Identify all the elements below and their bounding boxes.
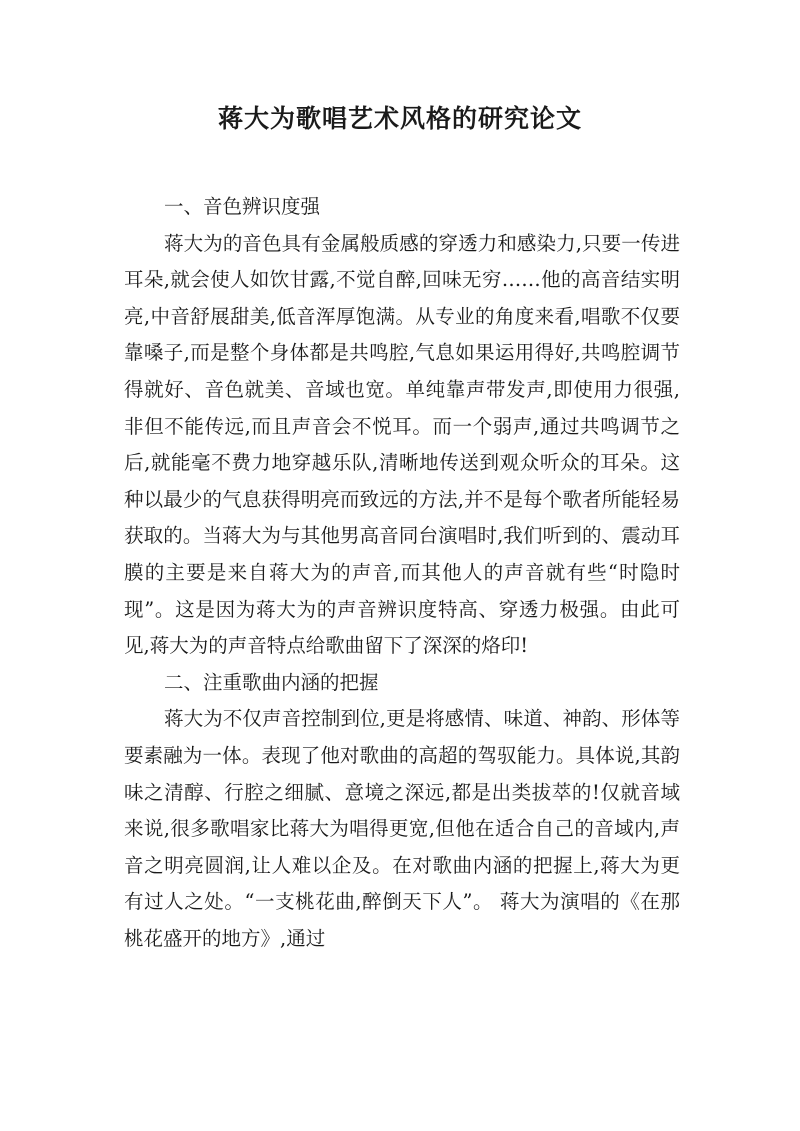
section-heading-2: 二、注重歌曲内涵的把握	[164, 670, 379, 694]
section-paragraph-1: 蒋大为的音色具有金属般质感的穿透力和感染力,只要一传进耳朵,就会使人如饮甘露,不觉自醉,回味无穷……他的高音结实明亮,中音舒展甜美,低音浑厚饱满。从专业的角度来看,唱歌不仅要靠嗓子,而是整个身体都是共鸣腔,气息如果运用得好,共鸣腔调节得就好、音色就美、音域也宽。单纯靠声带发声,即使用力很强,非但不能传远,而且声音会不悦耳。而一个弱声,通过共鸣调节之后,就能毫不费力地穿越乐队,清晰地传送到观众听众的耳朵。这种以最少的气息获得明亮而致远的方法,并不是每个歌者所能轻易获取的。当蒋大为与其他男高音同台演唱时,我们听到的、震动耳膜的主要是来自蒋大为的声音,而其他人的声音就有些“时隐时现”。这是因为蒋大为的声音辨识度特高、穿透力极强。由此可见,蒋大为的声音特点给歌曲留下了深深的烙印!	[124, 231, 680, 658]
document-title: 蒋大为歌唱艺术风格的研究论文	[217, 104, 582, 133]
document-body	[124, 189, 680, 957]
section-heading-1: 一、音色辨识度强	[164, 195, 321, 218]
section-paragraph-2: 蒋大为不仅声音控制到位,更是将感情、味道、神韵、形体等要素融为一体。表现了他对歌曲的高超的驾驭能力。具体说,其韵味之清醇、行腔之细腻、意境之深远,都是出类拔萃的!仅就音域来说,很多歌唱家比蒋大为唱得更宽,但他在适合自己的音域内,声音之明亮圆润,让人难以企及。在对歌曲内涵的把握上,蒋大为更有过人之处。“一支桃花曲,醉倒天下人”。 蒋大为演唱的《在那桃花盛开的地方》,通过	[124, 707, 680, 950]
